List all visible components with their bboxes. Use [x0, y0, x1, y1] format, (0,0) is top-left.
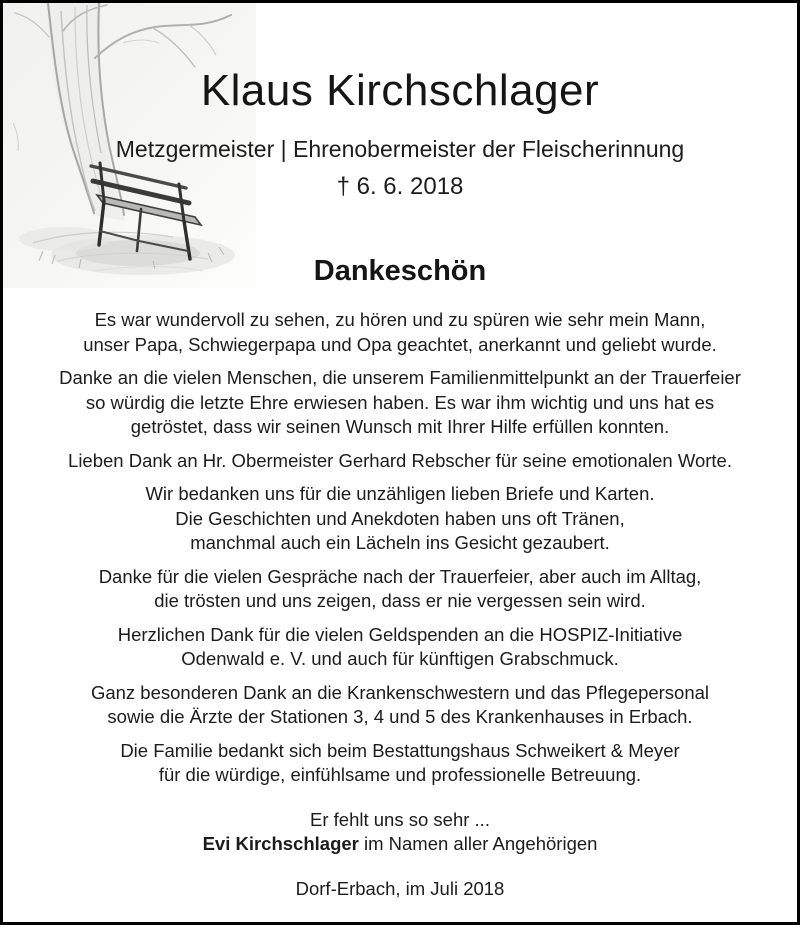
paragraph-line: Danke an die vielen Menschen, die unserem Familienmittelpunkt an der Trauerfeier	[59, 367, 741, 388]
paragraph-line: Odenwald e. V. und auch für künftigen Grabschmuck.	[181, 648, 619, 669]
paragraph-line: Danke für die vielen Gespräche nach der Trauerfeier, aber auch im Alltag,	[98, 565, 702, 587]
paragraph	[3, 623, 797, 672]
deceased-titles: Metzgermeister | Ehrenobermeister der Fleischerinnung	[115, 136, 685, 162]
paragraph	[3, 366, 797, 440]
place-date-line: Dorf-Erbach, im Juli 2018	[295, 877, 505, 899]
paragraph-line: für die würdige, einfühlsame und professionelle Betreuung.	[158, 764, 642, 785]
paragraph	[3, 482, 797, 556]
place-and-date	[3, 877, 797, 902]
signoff-names	[3, 832, 797, 857]
paragraph-line: Die Familie bedankt sich beim Bestattungshaus Schweikert & Meyer	[120, 739, 680, 761]
paragraph-line: unser Papa, Schwiegerpapa und Opa geachtet, anerkannt und geliebt wurde.	[83, 333, 717, 355]
death-date: † 6. 6. 2018	[336, 173, 464, 200]
mourner-name: Evi Kirchschlager	[202, 833, 359, 854]
paragraph	[3, 739, 797, 788]
paragraph-line: Lieben Dank an Hr. Obermeister Gerhard Rebscher für seine emotionalen Worte.	[68, 449, 732, 471]
signoff-sentence: Er fehlt uns so sehr ...	[310, 808, 490, 830]
signoff-suffix: im Namen aller Angehörigen	[358, 833, 598, 854]
paragraph-line: getröstet, dass wir seinen Wunsch mit Ihrer Hilfe erfüllen konnten.	[130, 416, 670, 437]
paragraph-line: Ganz besonderen Dank an die Krankenschwestern und das Pflegepersonal	[90, 681, 710, 703]
paragraph-line: Die Geschichten und Anekdoten haben uns oft Tränen,	[175, 507, 625, 529]
notice-body	[3, 308, 797, 901]
paragraph-line: die trösten und uns zeigen, dass er nie vergessen sein wird.	[154, 590, 646, 611]
paragraph	[3, 565, 797, 614]
paragraph-line: Es war wundervoll zu sehen, zu hören und zu spüren wie sehr mein Mann,	[94, 309, 706, 330]
paragraph	[3, 308, 797, 357]
paragraph-line: manchmal auch ein Lächeln ins Gesicht gezaubert.	[190, 532, 610, 553]
signoff	[3, 808, 797, 857]
paragraph	[3, 681, 797, 730]
paragraph-line: sowie die Ärzte der Stationen 3, 4 und 5 des Krankenhauses in Erbach.	[107, 706, 693, 727]
paragraph-line: Herzlichen Dank für die vielen Geldspenden an die HOSPIZ-Initiative	[117, 623, 683, 645]
paragraph	[3, 449, 797, 474]
deceased-name: Klaus Kirchschlager	[200, 66, 600, 115]
paragraph-line: Wir bedanken uns für die unzähligen lieben Briefe und Karten.	[145, 483, 655, 504]
thank-you-heading: Dankeschön	[313, 255, 487, 287]
paragraph-line: so würdig die letzte Ehre erwiesen haben. Es war ihm wichtig und uns hat es	[85, 391, 715, 413]
